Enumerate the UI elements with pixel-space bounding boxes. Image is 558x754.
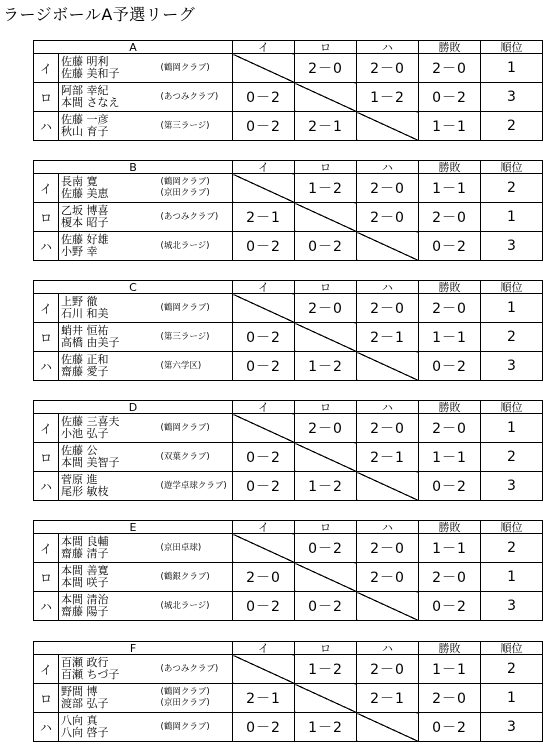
- club-name: (第三ラージ): [160, 331, 210, 342]
- match-score: 1－2: [295, 352, 357, 381]
- win-loss-record: 1－1: [419, 443, 481, 472]
- record-header: 勝敗: [419, 642, 481, 655]
- row-label: ハ: [34, 472, 59, 501]
- player-names: [59, 323, 161, 352]
- match-score: 2－0: [357, 54, 419, 83]
- self-match-diagonal: [295, 684, 357, 713]
- league-table-b: [33, 160, 543, 261]
- player-names: [59, 472, 161, 501]
- opponent-column-header: イ: [233, 41, 295, 54]
- club-name: (鶴岡クラブ): [160, 177, 210, 187]
- club-name: (第三ラージ): [160, 120, 210, 131]
- win-loss-record: 0－2: [419, 352, 481, 381]
- self-match-diagonal: [295, 563, 357, 592]
- row-label: ハ: [34, 112, 59, 141]
- opponent-column-header: イ: [233, 161, 295, 174]
- player-name: 榎本 昭子: [61, 216, 109, 229]
- player-name: 佐藤 好雄: [61, 233, 109, 246]
- self-match-diagonal: [357, 352, 419, 381]
- player-names: [59, 54, 161, 83]
- row-label: イ: [34, 54, 59, 83]
- match-score: 0－2: [233, 472, 295, 501]
- player-name: 小野 幸: [61, 245, 98, 258]
- match-score: 2－0: [295, 54, 357, 83]
- table-row: [34, 534, 543, 563]
- self-match-diagonal: [357, 112, 419, 141]
- player-name: 八向 真: [61, 714, 98, 727]
- club-names: [161, 655, 233, 684]
- club-names: [161, 443, 233, 472]
- player-names: [59, 534, 161, 563]
- match-score: 2－0: [233, 563, 295, 592]
- match-score: 0－2: [233, 713, 295, 742]
- row-label: ロ: [34, 563, 59, 592]
- rank-value: 2: [481, 174, 543, 203]
- player-name: 上野 徹: [61, 295, 98, 308]
- match-score: 0－2: [233, 443, 295, 472]
- club-name: (京田クラブ): [160, 188, 210, 198]
- player-name: 佐藤 三喜夫: [61, 415, 120, 428]
- player-names: [59, 655, 161, 684]
- match-score: 2－1: [233, 203, 295, 232]
- record-header: 勝敗: [419, 401, 481, 414]
- rank-value: 3: [481, 232, 543, 261]
- club-names: [161, 112, 233, 141]
- group-name-header: A: [34, 41, 233, 54]
- match-score: 2－1: [295, 112, 357, 141]
- rank-header: 順位: [481, 281, 543, 294]
- club-names: [161, 592, 233, 621]
- player-names: [59, 83, 161, 112]
- self-match-diagonal: [357, 472, 419, 501]
- win-loss-record: 0－2: [419, 713, 481, 742]
- league-table-f: [33, 641, 543, 742]
- player-name: 本間 良輔: [61, 535, 109, 548]
- self-match-diagonal: [233, 174, 295, 203]
- player-name: 秋山 育子: [61, 125, 109, 138]
- opponent-column-header: ハ: [357, 401, 419, 414]
- self-match-diagonal: [233, 534, 295, 563]
- opponent-column-header: イ: [233, 281, 295, 294]
- club-name: (京田クラブ): [160, 698, 210, 708]
- club-name: (城北ラージ): [160, 240, 210, 251]
- win-loss-record: 1－1: [419, 112, 481, 141]
- win-loss-record: 2－0: [419, 563, 481, 592]
- rank-value: 3: [481, 472, 543, 501]
- player-name: 阿部 幸紀: [61, 84, 109, 97]
- player-names: [59, 352, 161, 381]
- table-row: [34, 352, 543, 381]
- rank-value: 3: [481, 352, 543, 381]
- club-names: [161, 54, 233, 83]
- player-name: 蛸井 恒祐: [61, 324, 109, 337]
- row-label: ハ: [34, 232, 59, 261]
- self-match-diagonal: [233, 294, 295, 323]
- opponent-column-header: ハ: [357, 642, 419, 655]
- group-name-header: B: [34, 161, 233, 174]
- club-names: [161, 472, 233, 501]
- club-name: (第六学区): [160, 360, 202, 371]
- club-name: (あつみクラブ): [160, 211, 219, 222]
- table-row: [34, 592, 543, 621]
- opponent-column-header: ロ: [295, 521, 357, 534]
- match-score: 2－0: [357, 414, 419, 443]
- player-names: [59, 232, 161, 261]
- player-name: 本間 清治: [61, 593, 109, 606]
- opponent-column-header: イ: [233, 521, 295, 534]
- row-label: ロ: [34, 443, 59, 472]
- opponent-column-header: ハ: [357, 41, 419, 54]
- row-label: ハ: [34, 713, 59, 742]
- self-match-diagonal: [357, 232, 419, 261]
- league-table-d: [33, 400, 543, 501]
- opponent-column-header: ロ: [295, 642, 357, 655]
- player-name: 佐藤 美恵: [61, 187, 109, 200]
- rank-value: 2: [481, 655, 543, 684]
- club-name: (あつみクラブ): [160, 91, 219, 102]
- table-row: [34, 232, 543, 261]
- row-label: イ: [34, 534, 59, 563]
- match-score: 0－2: [295, 592, 357, 621]
- table-row: [34, 443, 543, 472]
- club-name: (鶴岡クラブ): [160, 721, 210, 732]
- league-table-e: [33, 520, 543, 621]
- club-names: [161, 83, 233, 112]
- win-loss-record: 2－0: [419, 294, 481, 323]
- match-score: 2－0: [357, 655, 419, 684]
- table-row: [34, 713, 543, 742]
- match-score: 2－1: [233, 684, 295, 713]
- match-score: 1－2: [295, 174, 357, 203]
- win-loss-record: 2－0: [419, 684, 481, 713]
- group-name-header: C: [34, 281, 233, 294]
- win-loss-record: 2－0: [419, 54, 481, 83]
- match-score: 0－2: [233, 232, 295, 261]
- player-name: 乙坂 博喜: [61, 204, 109, 217]
- match-score: 1－2: [295, 713, 357, 742]
- player-name: 石川 和美: [61, 307, 109, 320]
- win-loss-record: 1－1: [419, 323, 481, 352]
- rank-value: 3: [481, 713, 543, 742]
- player-name: 齋藤 陽子: [61, 605, 109, 618]
- club-names: [161, 684, 233, 713]
- player-names: [59, 112, 161, 141]
- row-label: ロ: [34, 83, 59, 112]
- club-name: (鶴岡クラブ): [160, 422, 210, 433]
- opponent-column-header: ハ: [357, 161, 419, 174]
- self-match-diagonal: [295, 443, 357, 472]
- rank-value: 1: [481, 294, 543, 323]
- match-score: 2－0: [357, 534, 419, 563]
- player-name: 本間 美智子: [61, 456, 120, 469]
- row-label: イ: [34, 655, 59, 684]
- match-score: 2－1: [357, 323, 419, 352]
- win-loss-record: 1－1: [419, 534, 481, 563]
- club-name: (鶴銀クラブ): [160, 571, 210, 582]
- rank-value: 1: [481, 414, 543, 443]
- player-names: [59, 563, 161, 592]
- table-row: [34, 684, 543, 713]
- player-name: 野間 博: [61, 685, 98, 698]
- club-names: [161, 232, 233, 261]
- player-name: 百瀬 ちづ子: [61, 668, 120, 681]
- player-names: [59, 443, 161, 472]
- player-names: [59, 294, 161, 323]
- player-name: 小池 弘子: [61, 427, 109, 440]
- match-score: 2－0: [295, 294, 357, 323]
- self-match-diagonal: [357, 713, 419, 742]
- player-name: 百瀬 政行: [61, 656, 109, 669]
- club-names: [161, 563, 233, 592]
- player-name: 八向 啓子: [61, 726, 109, 739]
- match-score: 2－0: [357, 174, 419, 203]
- page-title: ラージボールA予選リーグ: [3, 5, 196, 24]
- player-names: [59, 203, 161, 232]
- self-match-diagonal: [295, 83, 357, 112]
- club-name: (遊学卓球クラブ): [160, 480, 227, 491]
- table-row: [34, 54, 543, 83]
- opponent-column-header: イ: [233, 642, 295, 655]
- club-names: [161, 323, 233, 352]
- match-score: 0－2: [233, 592, 295, 621]
- self-match-diagonal: [357, 592, 419, 621]
- player-name: 菅原 進: [61, 473, 98, 486]
- opponent-column-header: ロ: [295, 281, 357, 294]
- club-name: (京田卓球): [160, 542, 202, 553]
- player-name: 渡部 弘子: [61, 697, 109, 710]
- player-name: 齋藤 愛子: [61, 365, 109, 378]
- rank-value: 1: [481, 684, 543, 713]
- rank-value: 2: [481, 534, 543, 563]
- opponent-column-header: ハ: [357, 521, 419, 534]
- rank-value: 2: [481, 112, 543, 141]
- record-header: 勝敗: [419, 521, 481, 534]
- club-name: (鶴岡クラブ): [160, 62, 210, 73]
- group-name-header: D: [34, 401, 233, 414]
- match-score: 2－0: [357, 563, 419, 592]
- table-row: [34, 472, 543, 501]
- row-label: ロ: [34, 323, 59, 352]
- win-loss-record: 1－1: [419, 174, 481, 203]
- row-label: ロ: [34, 203, 59, 232]
- player-name: 尾形 敏枝: [61, 485, 109, 498]
- club-names: [161, 713, 233, 742]
- match-score: 1－2: [295, 655, 357, 684]
- opponent-column-header: ロ: [295, 401, 357, 414]
- player-name: 本間 善寛: [61, 564, 109, 577]
- player-name: 高橋 由美子: [61, 336, 120, 349]
- rank-header: 順位: [481, 521, 543, 534]
- rank-value: 3: [481, 83, 543, 112]
- club-name: (あつみクラブ): [160, 663, 219, 674]
- self-match-diagonal: [295, 203, 357, 232]
- self-match-diagonal: [295, 323, 357, 352]
- match-score: 2－0: [357, 203, 419, 232]
- group-name-header: F: [34, 642, 233, 655]
- player-name: 佐藤 公: [61, 444, 98, 457]
- win-loss-record: 0－2: [419, 83, 481, 112]
- match-score: 2－0: [357, 294, 419, 323]
- club-names: [161, 352, 233, 381]
- self-match-diagonal: [233, 655, 295, 684]
- club-name: (城北ラージ): [160, 600, 210, 611]
- record-header: 勝敗: [419, 281, 481, 294]
- club-name: (鶴岡クラブ): [160, 302, 210, 313]
- win-loss-record: 0－2: [419, 592, 481, 621]
- row-label: ロ: [34, 684, 59, 713]
- opponent-column-header: ハ: [357, 281, 419, 294]
- club-name: (鶴岡クラブ): [160, 687, 210, 697]
- match-score: 1－2: [295, 472, 357, 501]
- self-match-diagonal: [233, 54, 295, 83]
- player-names: [59, 713, 161, 742]
- win-loss-record: 1－1: [419, 655, 481, 684]
- club-name: (双葉クラブ): [160, 451, 210, 462]
- table-row: [34, 294, 543, 323]
- opponent-column-header: ロ: [295, 41, 357, 54]
- club-names: [161, 534, 233, 563]
- table-row: [34, 655, 543, 684]
- player-name: 長南 寛: [61, 175, 98, 188]
- row-label: イ: [34, 174, 59, 203]
- match-score: 2－1: [357, 443, 419, 472]
- match-score: 2－0: [295, 414, 357, 443]
- win-loss-record: 2－0: [419, 203, 481, 232]
- rank-header: 順位: [481, 161, 543, 174]
- row-label: ハ: [34, 352, 59, 381]
- group-name-header: E: [34, 521, 233, 534]
- player-name: 齋藤 清子: [61, 547, 109, 560]
- rank-header: 順位: [481, 401, 543, 414]
- row-label: ハ: [34, 592, 59, 621]
- table-row: [34, 203, 543, 232]
- player-name: 佐藤 美和子: [61, 67, 120, 80]
- match-score: 0－2: [295, 232, 357, 261]
- rank-value: 1: [481, 54, 543, 83]
- player-name: 本間 さなえ: [61, 96, 120, 109]
- table-row: [34, 563, 543, 592]
- player-name: 佐藤 一彦: [61, 113, 109, 126]
- club-names: [161, 294, 233, 323]
- rank-value: 1: [481, 563, 543, 592]
- player-names: [59, 684, 161, 713]
- opponent-column-header: イ: [233, 401, 295, 414]
- club-names: [161, 414, 233, 443]
- win-loss-record: 0－2: [419, 232, 481, 261]
- player-names: [59, 592, 161, 621]
- table-row: [34, 83, 543, 112]
- rank-value: 3: [481, 592, 543, 621]
- record-header: 勝敗: [419, 41, 481, 54]
- row-label: イ: [34, 414, 59, 443]
- player-name: 佐藤 明利: [61, 55, 109, 68]
- win-loss-record: 0－2: [419, 472, 481, 501]
- win-loss-record: 2－0: [419, 414, 481, 443]
- match-score: 0－2: [233, 352, 295, 381]
- record-header: 勝敗: [419, 161, 481, 174]
- club-names: [161, 203, 233, 232]
- self-match-diagonal: [233, 414, 295, 443]
- opponent-column-header: ロ: [295, 161, 357, 174]
- player-names: [59, 414, 161, 443]
- match-score: 0－2: [233, 323, 295, 352]
- table-row: [34, 174, 543, 203]
- table-row: [34, 112, 543, 141]
- rank-value: 2: [481, 443, 543, 472]
- rank-header: 順位: [481, 642, 543, 655]
- league-table-a: [33, 40, 543, 141]
- player-name: 佐藤 正和: [61, 353, 109, 366]
- player-names: [59, 174, 161, 203]
- rank-value: 2: [481, 323, 543, 352]
- match-score: 0－2: [233, 112, 295, 141]
- match-score: 0－2: [233, 83, 295, 112]
- match-score: 1－2: [357, 83, 419, 112]
- match-score: 2－1: [357, 684, 419, 713]
- club-names: [161, 174, 233, 203]
- league-table-c: [33, 280, 543, 381]
- table-row: [34, 323, 543, 352]
- table-row: [34, 414, 543, 443]
- player-name: 本間 咲子: [61, 576, 109, 589]
- row-label: イ: [34, 294, 59, 323]
- rank-value: 1: [481, 203, 543, 232]
- match-score: 0－2: [295, 534, 357, 563]
- rank-header: 順位: [481, 41, 543, 54]
